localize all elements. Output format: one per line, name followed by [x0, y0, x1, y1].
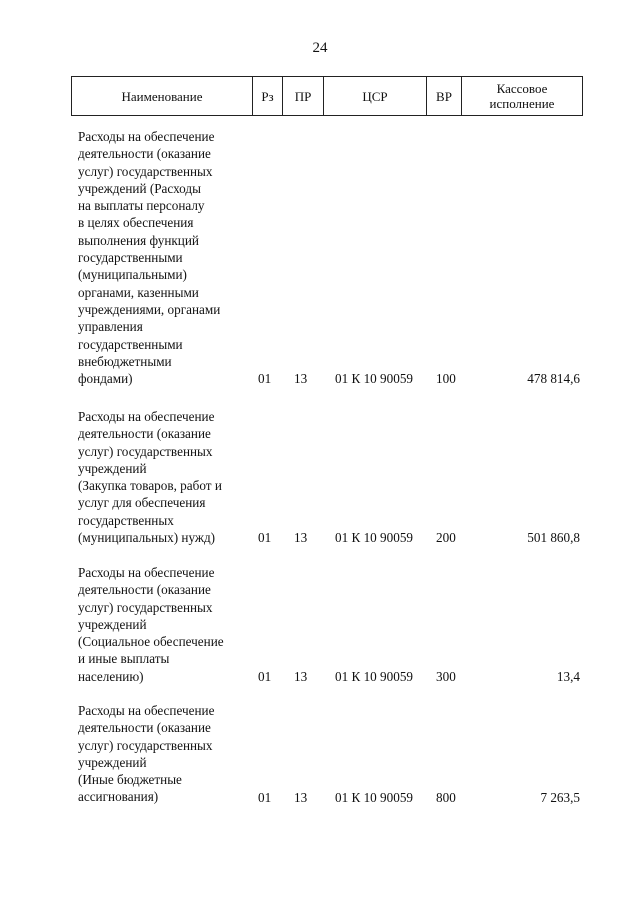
- row-name: [78, 702, 268, 806]
- row-name-line: учреждений: [78, 460, 147, 476]
- row-name: [78, 564, 268, 685]
- row-name-line: (муниципальных) нужд): [78, 530, 216, 546]
- header-amount: [462, 77, 583, 116]
- row-name-line: услуг) государственных: [78, 163, 213, 179]
- row-name-line: в целях обеспечения: [78, 215, 194, 231]
- row-name-line: на выплаты персоналу: [78, 198, 205, 214]
- row-name-line: учреждений: [78, 616, 147, 632]
- row-name-line: Расходы на обеспечение: [78, 565, 215, 580]
- row-csr: 01 К 10 90059: [335, 371, 414, 387]
- row-name-line: услуг) государственных: [78, 737, 213, 753]
- row-name-line: услуг) государственных: [78, 443, 213, 459]
- row-rz: 01: [258, 530, 272, 546]
- row-name-line: фондами): [78, 371, 133, 387]
- row-name-line: деятельности (оказание: [78, 582, 211, 598]
- row-name-line: государственных: [78, 512, 174, 528]
- row-name-line: и иные выплаты: [78, 651, 170, 667]
- row-name-line: (муниципальными): [78, 267, 187, 283]
- row-name-line: (Социальное обеспечение: [78, 634, 224, 650]
- page-number: 24: [312, 40, 328, 56]
- row-name-line: выполнения функций: [78, 232, 199, 248]
- table-row: [0, 408, 640, 546]
- row-name-line: деятельности (оказание: [78, 720, 211, 736]
- row-vr: 300: [436, 668, 456, 684]
- row-name-line: учреждений (Расходы: [78, 180, 201, 196]
- table-row: [0, 564, 640, 685]
- row-amount: 478 814,6: [527, 371, 580, 387]
- row-name-line: Расходы на обеспечение: [78, 703, 215, 718]
- row-name-line: Расходы на обеспечение: [78, 409, 215, 424]
- row-name-line: учреждений: [78, 754, 147, 770]
- row-name-line: населению): [78, 668, 144, 684]
- row-name-line: государственными: [78, 250, 183, 266]
- table-row: [0, 702, 640, 806]
- header-pr: ПР: [283, 77, 324, 116]
- row-name-line: учреждениями, органами: [78, 301, 221, 317]
- table-row: [0, 128, 640, 388]
- row-pr: 13: [294, 530, 308, 546]
- row-vr: 200: [436, 530, 456, 546]
- header-name: Наименование: [72, 77, 253, 116]
- row-name-line: деятельности (оказание: [78, 426, 211, 442]
- row-csr: 01 К 10 90059: [335, 530, 414, 546]
- row-pr: 13: [294, 371, 308, 387]
- table-header: [71, 76, 583, 116]
- row-name: [78, 408, 268, 546]
- row-name-line: (Иные бюджетные: [78, 772, 182, 788]
- row-amount: 7 263,5: [540, 789, 580, 805]
- row-name-line: органами, казенными: [78, 284, 199, 300]
- row-name-line: ассигнования): [78, 789, 159, 805]
- header-vr: ВР: [427, 77, 462, 116]
- row-name-line: государственными: [78, 336, 183, 352]
- header-amount-line2: исполнение: [489, 96, 555, 111]
- header-amount-line1: Кассовое: [496, 81, 548, 96]
- row-name-line: Расходы на обеспечение: [78, 129, 215, 144]
- row-rz: 01: [258, 371, 272, 387]
- row-rz: 01: [258, 789, 272, 805]
- row-amount: 501 860,8: [527, 530, 580, 546]
- row-pr: 13: [294, 668, 308, 684]
- row-amount: 13,4: [556, 668, 580, 684]
- row-name-line: управления: [78, 319, 143, 335]
- header-rz: Рз: [253, 77, 283, 116]
- row-csr: 01 К 10 90059: [335, 668, 414, 684]
- row-name: [78, 128, 268, 387]
- header-csr: ЦСР: [324, 77, 427, 116]
- row-name-line: услуг для обеспечения: [78, 495, 206, 511]
- row-name-line: (Закупка товаров, работ и: [78, 478, 222, 494]
- row-vr: 100: [436, 371, 456, 387]
- row-pr: 13: [294, 789, 308, 805]
- row-name-line: деятельности (оказание: [78, 146, 211, 162]
- row-name-line: внебюджетными: [78, 353, 172, 369]
- row-csr: 01 К 10 90059: [335, 789, 414, 805]
- row-name-line: услуг) государственных: [78, 599, 213, 615]
- row-rz: 01: [258, 668, 272, 684]
- row-vr: 800: [436, 789, 456, 805]
